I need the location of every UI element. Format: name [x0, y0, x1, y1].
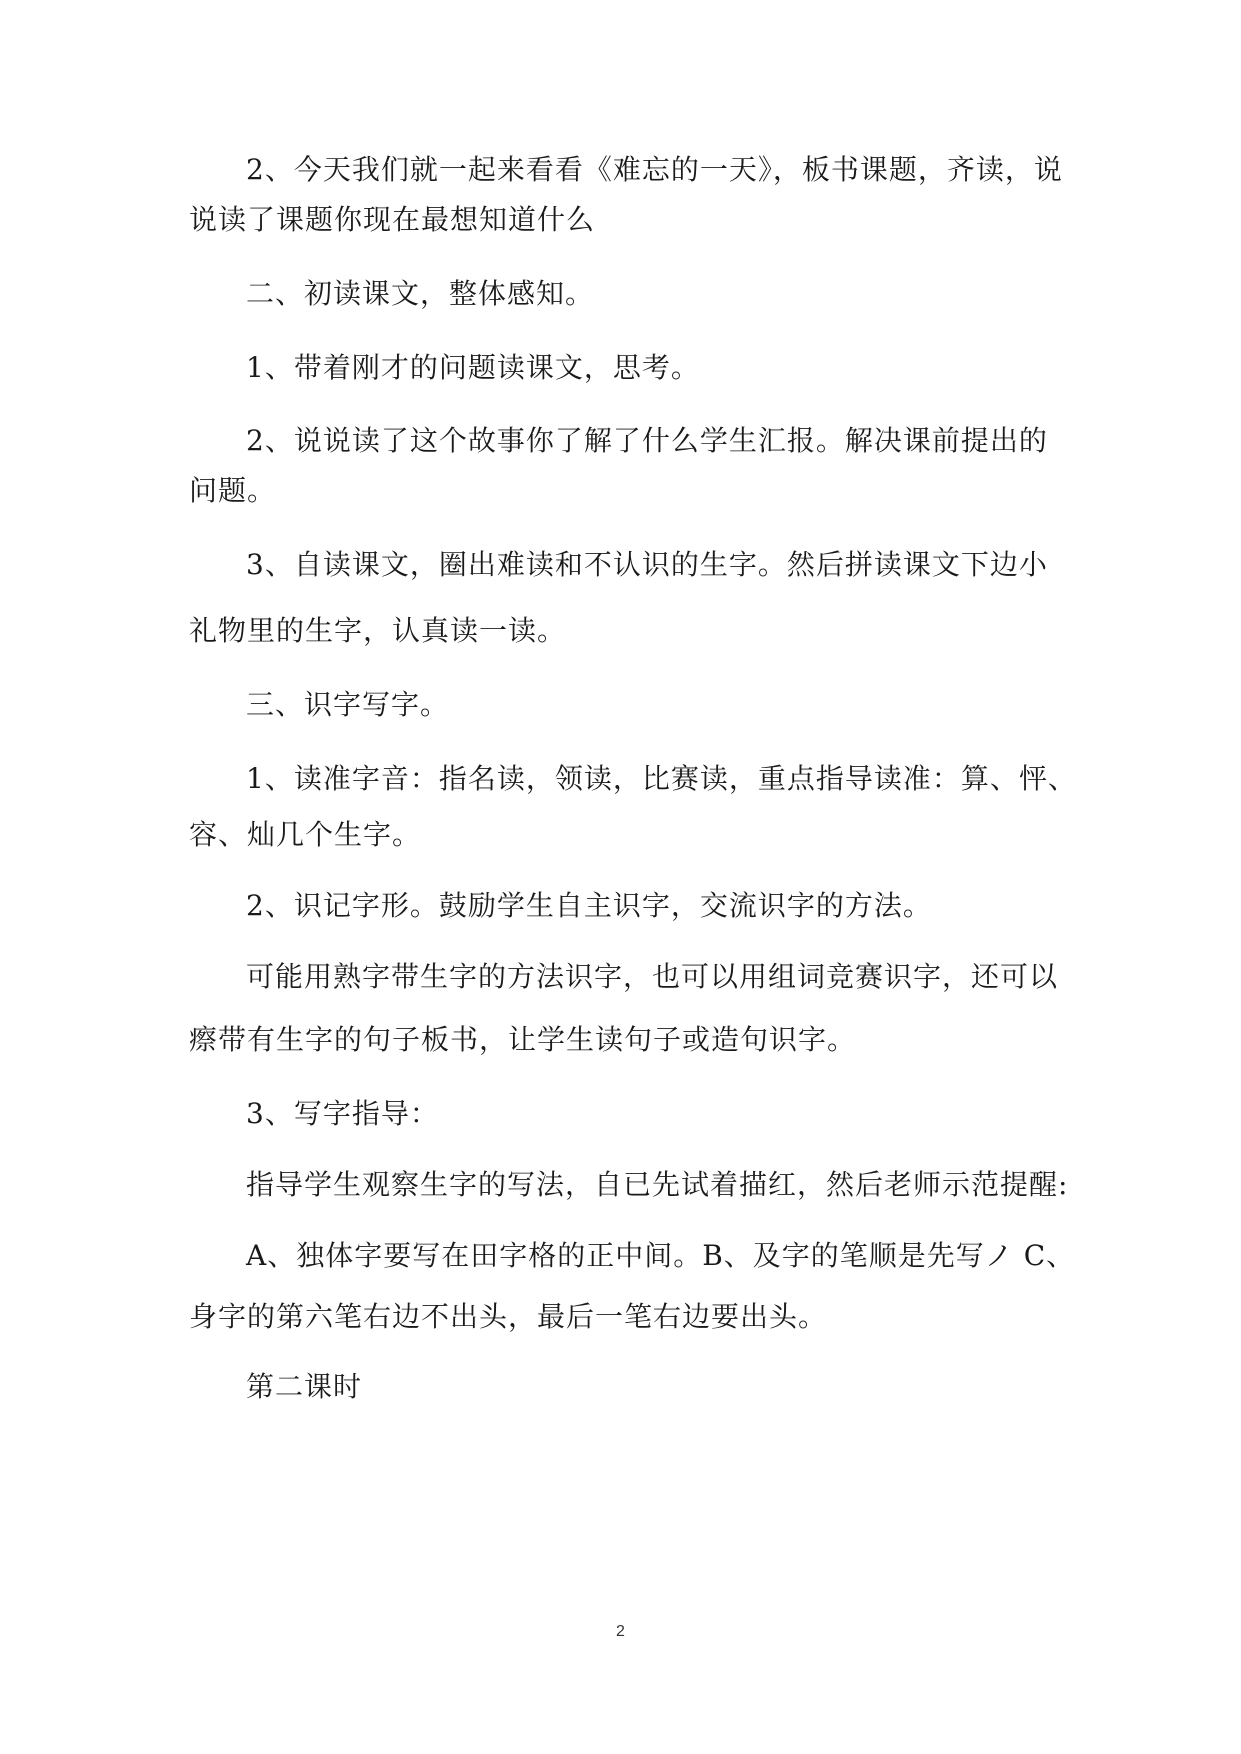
text-line: 1、读准字音：指名读，领读，比赛读，重点指导读准：算、怦、 — [246, 762, 1077, 795]
text-line: 2、今天我们就一起来看看《难忘的一天》，板书课题，齐读，说 — [246, 153, 1063, 186]
text-line: 2、识记字形。鼓励学生自主识字，交流识字的方法。 — [246, 889, 932, 922]
text-line: 3、写字指导： — [246, 1097, 439, 1130]
text-line: 说读了课题你现在最想知道什么 — [189, 203, 596, 236]
text-line: 礼物里的生字，认真读一读。 — [189, 614, 567, 647]
section-heading: 二、初读课文，整体感知。 — [246, 277, 595, 310]
text-line: 容、灿几个生字。 — [189, 818, 422, 851]
text-line: 2、说说读了这个故事你了解了什么学生汇报。解决课前提出的 — [246, 424, 1048, 457]
section-heading: 第二课时 — [246, 1370, 363, 1403]
section-heading: 三、识字写字。 — [246, 688, 450, 721]
page-number: 2 — [616, 1623, 625, 1640]
text-line: 问题。 — [189, 474, 277, 507]
text-line: 1、带着刚才的问题读课文，思考。 — [246, 351, 700, 384]
text-line: 身字的第六笔右边不出头，最后一笔右边要出头。 — [189, 1300, 828, 1333]
text-line: 瘵带有生字的句子板书，让学生读句子或造句识字。 — [189, 1023, 857, 1056]
text-line: 可能用熟字带生字的方法识字，也可以用组词竞赛识字，还可以 — [246, 960, 1059, 993]
text-line: 指导学生观察生字的写法，自已先试着描红，然后老师示范提醒: — [246, 1168, 1069, 1201]
text-line: 3、自读课文，圈出难读和不认识的生字。然后拼读课文下边小 — [246, 548, 1048, 581]
text-line: A、独体字要写在田字格的正中间。B、及字的笔顺是先写ノ C、 — [246, 1239, 1076, 1272]
